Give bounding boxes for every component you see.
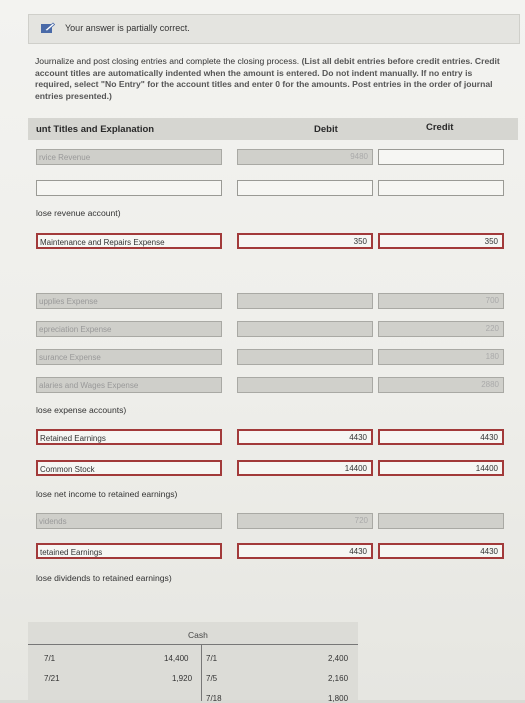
feedback-banner — [28, 14, 520, 44]
debit-field[interactable] — [237, 349, 373, 365]
entry-explanation: lose expense accounts) — [36, 405, 127, 415]
debit-field[interactable]: 350 — [237, 233, 373, 249]
debit-field[interactable] — [237, 377, 373, 393]
credit-field[interactable]: 220 — [378, 321, 504, 337]
account-field[interactable]: Maintenance and Repairs Expense — [36, 233, 222, 249]
feedback-text: Your answer is partially correct. — [65, 23, 190, 33]
credit-column-header: Credit — [426, 122, 454, 133]
credit-field[interactable] — [378, 149, 504, 165]
entry-explanation: lose net income to retained earnings) — [36, 489, 178, 499]
debit-field[interactable]: 720 — [237, 513, 373, 529]
debit-field[interactable]: 9480 — [237, 149, 373, 165]
t-account-date: 7/1 — [206, 654, 218, 663]
account-field[interactable]: Retained Earnings — [36, 429, 222, 445]
debit-field[interactable] — [237, 321, 373, 337]
credit-field[interactable]: 4430 — [378, 543, 504, 559]
t-account-amount: 1,920 — [172, 674, 193, 683]
account-field[interactable]: alaries and Wages Expense — [36, 377, 222, 393]
account-field[interactable]: surance Expense — [36, 349, 222, 365]
t-account-amount: 14,400 — [164, 654, 189, 663]
table-header — [28, 118, 518, 140]
credit-field[interactable] — [378, 180, 504, 196]
credit-field[interactable]: 180 — [378, 349, 504, 365]
t-account-title: Cash — [188, 630, 208, 640]
account-field[interactable]: tetained Earnings — [36, 543, 222, 559]
instructions — [35, 56, 505, 102]
instructions-bold: (List all debit entries before credit entries. Credit account titles are automatically indented when the amount is entered. Do not indent manually. If no entry is required, select "No Entry" for the account titles and enter 0 for the amounts. Post entries in the order of journal entries presented.) — [35, 56, 500, 101]
debit-field[interactable] — [237, 180, 373, 196]
pencil-icon — [41, 22, 55, 34]
t-account-date: 7/21 — [44, 674, 60, 683]
entry-explanation: lose revenue account) — [36, 208, 121, 218]
credit-field[interactable] — [378, 513, 504, 529]
account-field[interactable]: rvice Revenue — [36, 149, 222, 165]
debit-field[interactable]: 4430 — [237, 429, 373, 445]
account-field[interactable]: epreciation Expense — [36, 321, 222, 337]
account-field[interactable]: upplies Expense — [36, 293, 222, 309]
credit-field[interactable]: 2880 — [378, 377, 504, 393]
account-field[interactable]: Common Stock — [36, 460, 222, 476]
debit-column-header: Debit — [314, 124, 338, 135]
credit-field[interactable]: 700 — [378, 293, 504, 309]
debit-field[interactable]: 4430 — [237, 543, 373, 559]
t-account-date: 7/5 — [206, 674, 218, 683]
instructions-plain: Journalize and post closing entries and complete the closing process. — [35, 56, 300, 66]
entry-explanation: lose dividends to retained earnings) — [36, 573, 172, 583]
account-field[interactable] — [36, 180, 222, 196]
t-account-amount: 2,400 — [328, 654, 349, 663]
t-account-date: 7/18 — [206, 694, 222, 703]
t-account-amount: 1,800 — [328, 694, 349, 703]
t-account-divider — [201, 645, 202, 701]
credit-field[interactable]: 4430 — [378, 429, 504, 445]
debit-field[interactable]: 14400 — [237, 460, 373, 476]
t-account-amount: 2,160 — [328, 674, 349, 683]
account-column-header: unt Titles and Explanation — [36, 124, 155, 135]
debit-field[interactable] — [237, 293, 373, 309]
t-account-date: 7/1 — [44, 654, 56, 663]
cash-t-account — [28, 622, 358, 703]
t-account-divider — [28, 644, 358, 645]
account-field[interactable]: vidends — [36, 513, 222, 529]
credit-field[interactable]: 350 — [378, 233, 504, 249]
credit-field[interactable]: 14400 — [378, 460, 504, 476]
